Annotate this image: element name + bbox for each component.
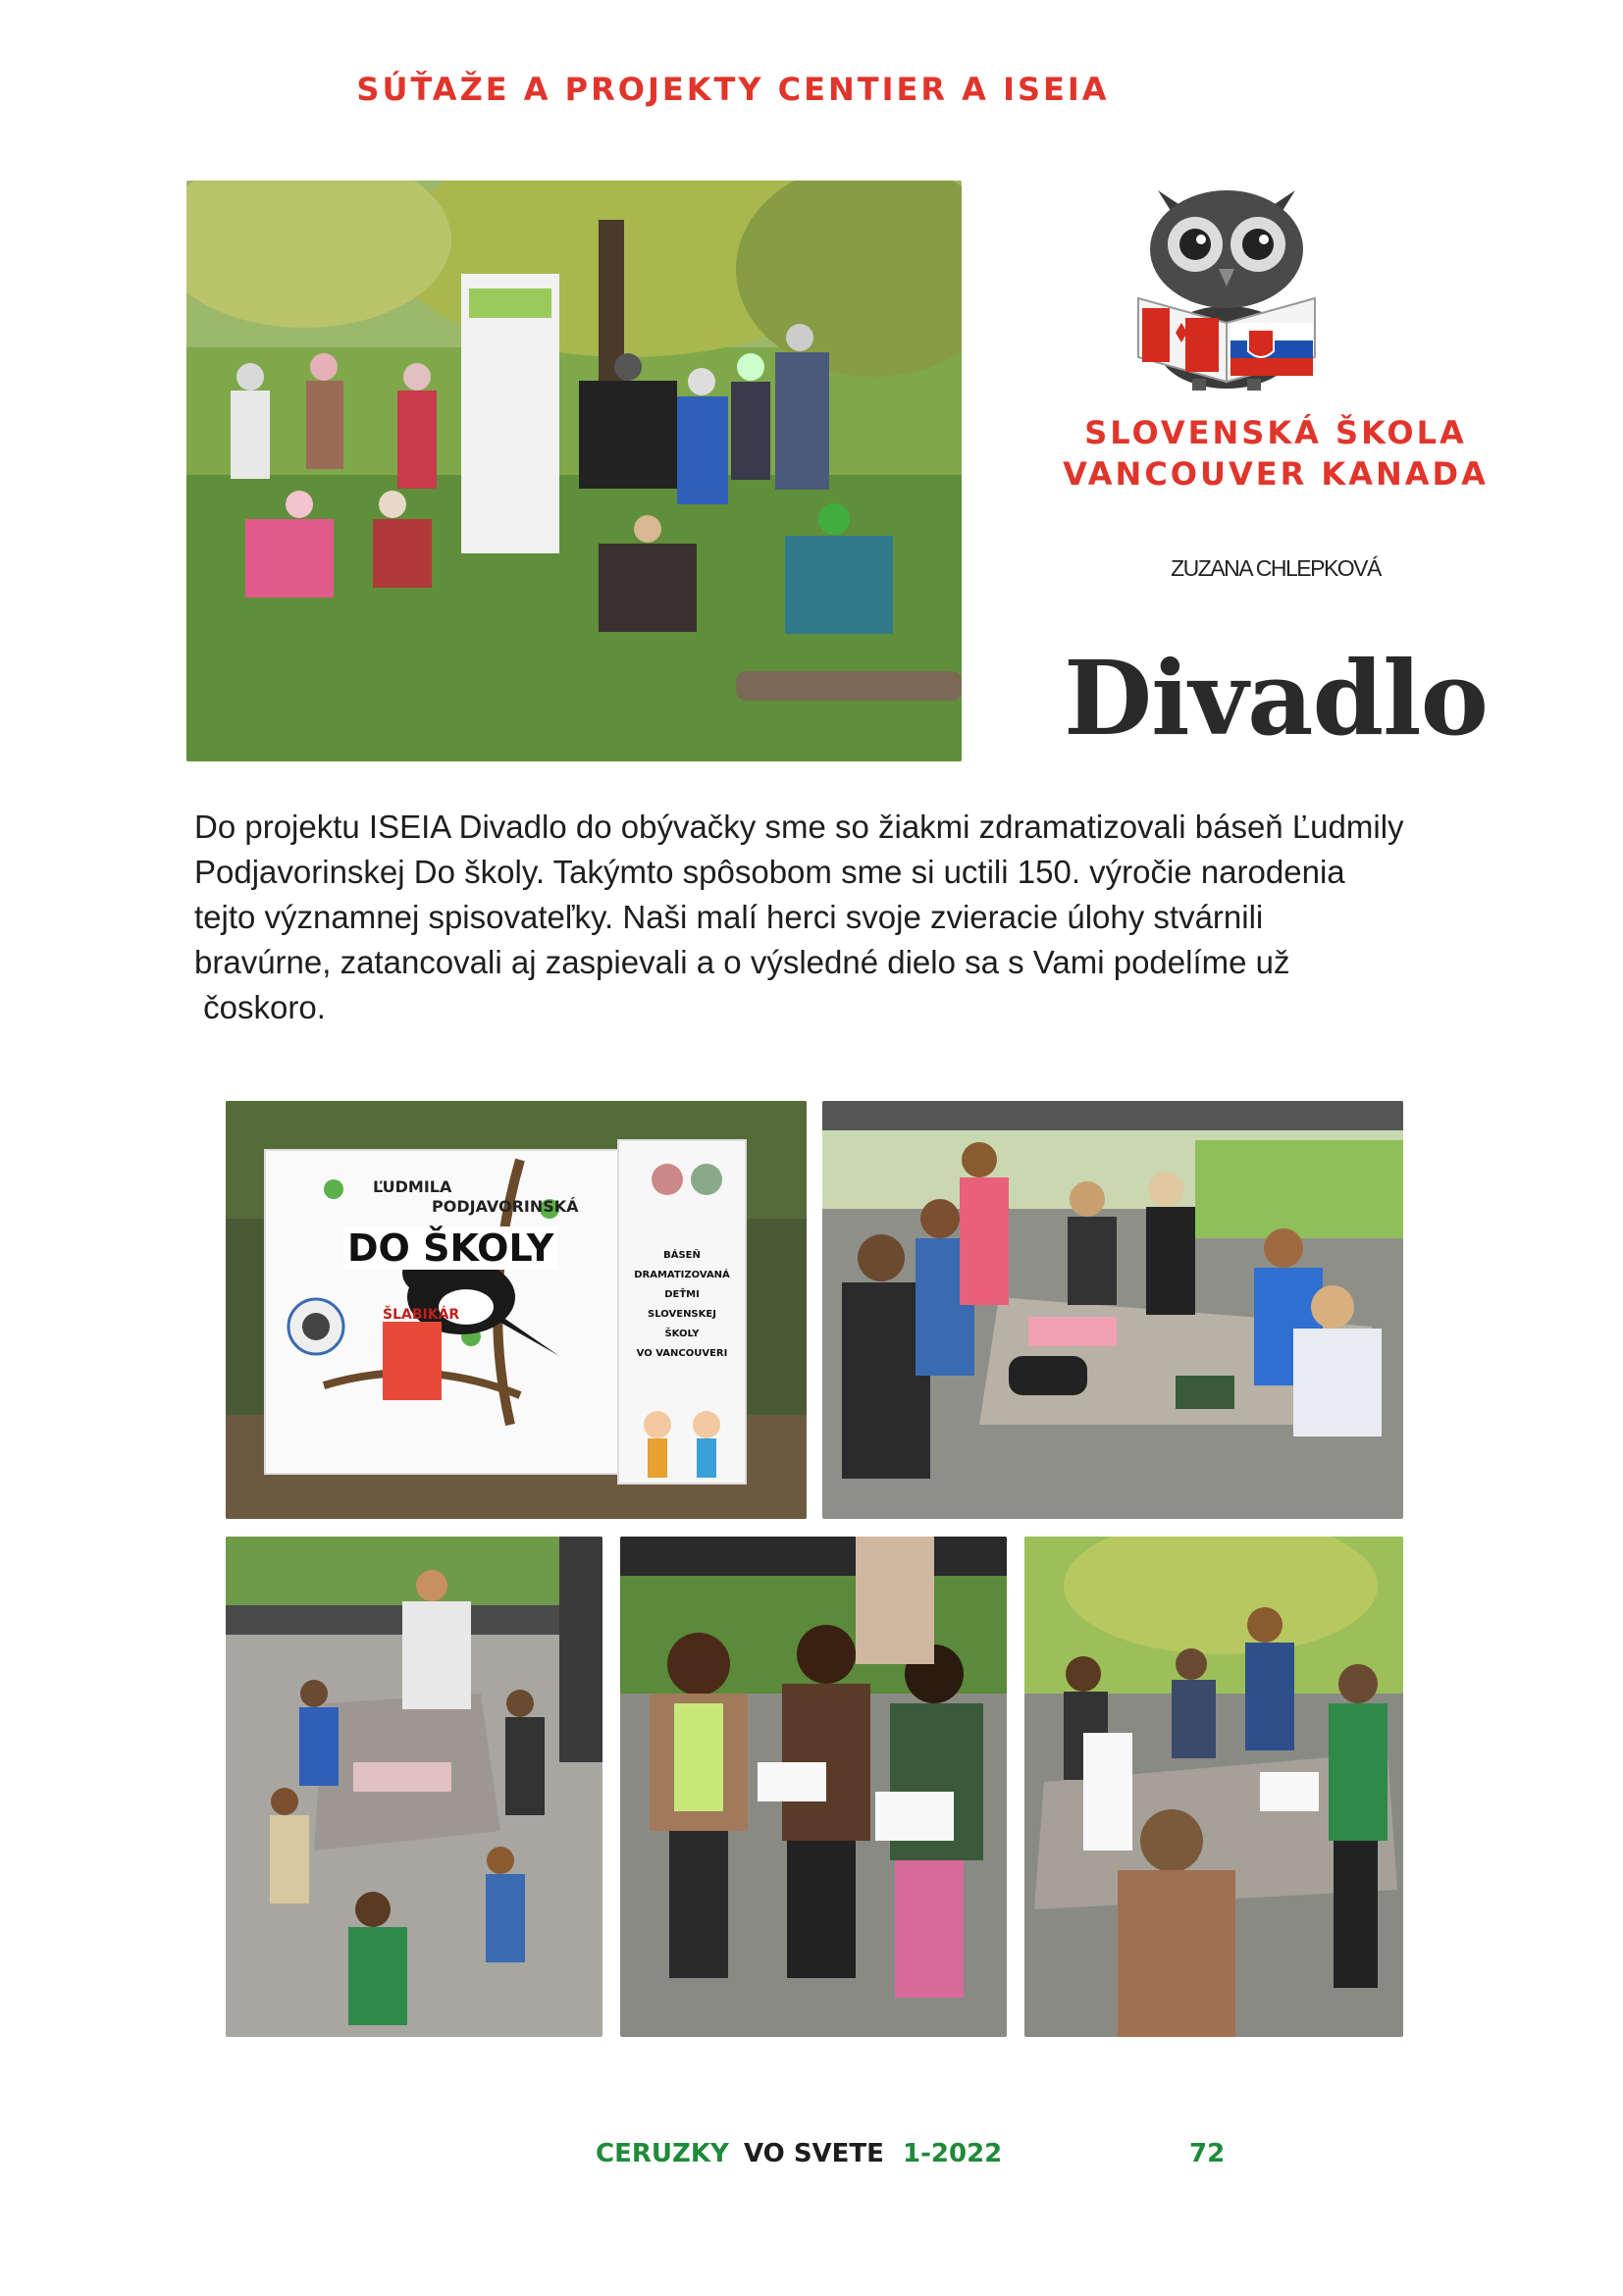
poster-book-title: DO ŠKOLY: [343, 1226, 557, 1270]
article-author: ZUZANA CHLEPKOVÁ: [1171, 555, 1381, 581]
page-footer: [0, 2139, 1623, 2178]
article-title: Divadlo: [1063, 638, 1489, 758]
school-name-line2: VANCOUVER KANADA: [1063, 455, 1489, 493]
poster-primer-label: ŠLABIKÁR: [383, 1307, 460, 1323]
school-name-line1: SLOVENSKÁ ŠKOLA: [1084, 414, 1467, 451]
article-body: [194, 805, 1490, 1030]
poster-side-line: ŠKOLY: [664, 1329, 700, 1339]
poster-side-line: BÁSEŇ: [663, 1250, 701, 1261]
poster-author-line2: PODJAVORINSKÁ: [432, 1197, 579, 1216]
footer-magazine-part1: CERUZKY: [596, 2139, 729, 2168]
body-line: Do projektu ISEIA Divadlo do obývačky sme so žiakmi zdramatizovali báseň Ľudmily: [194, 809, 1404, 845]
poster-side-line: SLOVENSKEJ: [648, 1309, 716, 1320]
photo-girls-reading: [620, 1537, 1007, 2037]
school-name: [1021, 412, 1531, 495]
footer-page-number: 72: [1189, 2139, 1226, 2168]
photo-children-pavilion: [226, 1537, 602, 2037]
poster-author-line1: ĽUDMILA: [373, 1177, 452, 1196]
school-owl-logo: [1128, 161, 1325, 392]
photo-poster-do-skoly: [226, 1101, 807, 1519]
poster-side-line: VO VANCOUVERI: [636, 1348, 728, 1359]
footer-magazine-part2: VO SVETE: [744, 2139, 884, 2168]
photo-children-table: [822, 1101, 1403, 1519]
body-line: tejto významnej spisovateľky. Naši malí herci svoje zvieracie úlohy stvárnili: [194, 899, 1264, 935]
body-line: čoskoro.: [194, 989, 326, 1025]
poster-side-line: DRAMATIZOVANÁ: [634, 1270, 730, 1280]
poster-side-line: DEŤMI: [664, 1289, 700, 1300]
footer-issue: 1-2022: [903, 2139, 1003, 2168]
photo-group-masks: [186, 181, 962, 761]
section-header: SÚŤAŽE A PROJEKTY CENTIER A ISEIA: [356, 71, 1110, 108]
body-line: bravúrne, zatancovali aj zaspievali a o výsledné dielo sa s Vami podelíme už: [194, 944, 1290, 980]
poster-side-text: [620, 1246, 744, 1364]
body-line: Podjavorinskej Do školy. Takýmto spôsobom sme si uctili 150. výročie narodenia: [194, 854, 1345, 890]
photo-boys-reading: [1024, 1537, 1403, 2037]
